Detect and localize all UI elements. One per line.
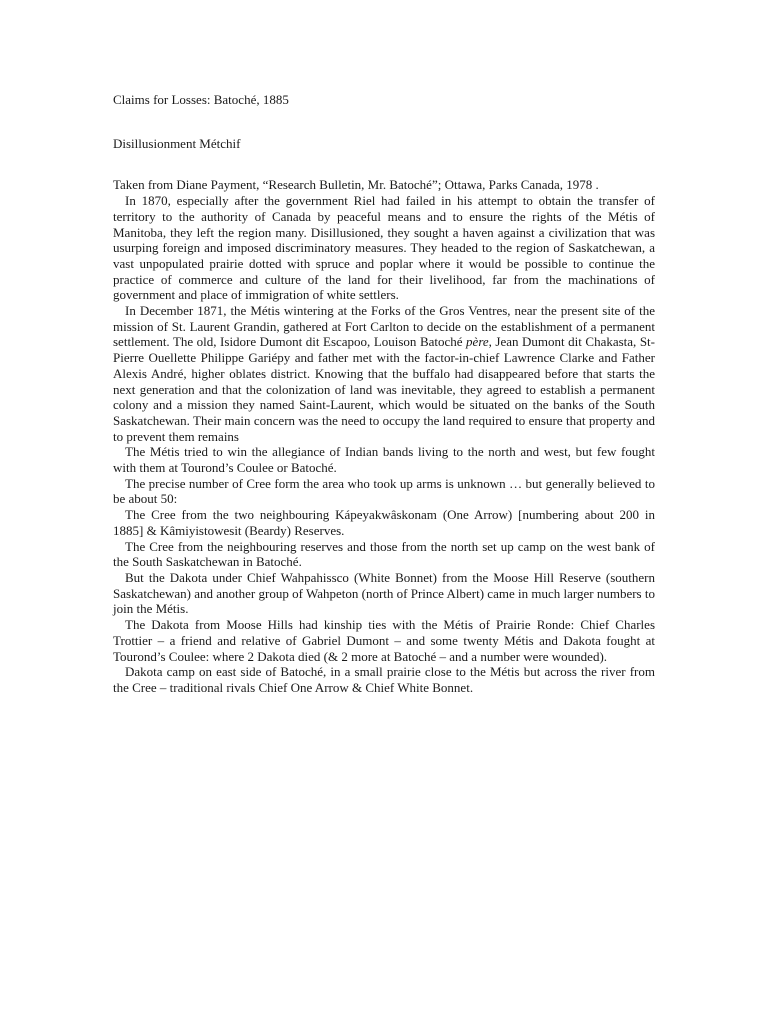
document-page <box>113 92 655 696</box>
source-citation: Taken from Diane Payment, “Research Bulletin, Mr. Batoché”; Ottawa, Parks Canada, 1978 . <box>113 177 599 193</box>
paragraph-cree-reserves: The Cree from the two neighbouring Kápeyakwâskonam (One Arrow) [numbering about 200 in 1885] & Kâmiyistowesit (Beardy) Reserves. <box>113 507 655 538</box>
paragraph-1870: In 1870, especially after the government Riel had failed in his attempt to obtain the transfer of territory to the authority of Canada by peaceful means and to ensure the rights of the Métis of Manitoba, they left the region many. Disillusioned, they sought a haven against a civilization that was usurping foreign and imposed discriminatory measures. They headed to the region of Saskatchewan, a vast unpopulated prairie dotted with spruce and poplar where it would be possible to continue the practice of commerce and culture of the land for their livelihood, far from the machinations of government and place of immigration of white settlers. <box>113 193 655 303</box>
paragraph-1871-part-1: In December 1871, the Métis wintering at the Forks of the Gros Ventres, near the present site of the mission of St. Laurent Grandin, gathered at Fort Carlton to decide on the establishment of a permanent settlement. The old, Isidore Dumont dit Escapoo, Louison Batoché <box>113 303 655 350</box>
paragraph-allegiance: The Métis tried to win the allegiance of Indian bands living to the north and west, but few fought with them at Tourond’s Coulee or Batoché. <box>113 444 655 476</box>
paragraph-1871-part-2: , Jean Dumont dit Chakasta, St-Pierre Ouellette Philippe Gariépy and father met with the factor-in-chief Lawrence Clarke and Father Alexis André, higher oblates district. Knowing that the buffalo had disappeared before that starts the next generation and that the colonization of land was inevitable, they agreed to establish a permanent colony and a mission they named Saint-Laurent, which would be situated on the banks of the South Saskatchewan. Their main concern was the need to occupy the land required to ensure that property and to prevent them remains <box>113 334 655 444</box>
document-subtitle: Disillusionment Métchif <box>113 135 241 151</box>
paragraph-1871 <box>113 303 655 444</box>
paragraph-cree-camp: The Cree from the neighbouring reserves and those from the north set up camp on the west bank of the South Saskatchewan in Batoché. <box>113 538 655 570</box>
document-title: Claims for Losses: Batoché, 1885 <box>113 92 289 107</box>
paragraph-dakota-camp: Dakota camp on east side of Batoché, in a small prairie close to the Métis but across the river from the Cree – traditional rivals Chief One Arrow & Chief White Bonnet. <box>113 664 655 695</box>
paragraph-dakota: But the Dakota under Chief Wahpahissco (White Bonnet) from the Moose Hill Reserve (southern Saskatchewan) and another group of Wahpeton (north of Prince Albert) came in much larger numbers to join the Métis. <box>113 569 655 617</box>
paragraph-cree-number: The precise number of Cree form the area who took up arms is unknown … but generally believed to be about 50: <box>113 475 655 507</box>
paragraph-1871-italic: père <box>466 334 489 350</box>
paragraph-moose-hills: The Dakota from Moose Hills had kinship ties with the Métis of Prairie Ronde: Chief Charles Trottier – a friend and relative of Gabriel Dumont – and some twenty Métis and Dakota fought at Tourond’s Coulee: where 2 Dakota died (& 2 more at Batoché – and a number were wounded). <box>113 617 655 664</box>
